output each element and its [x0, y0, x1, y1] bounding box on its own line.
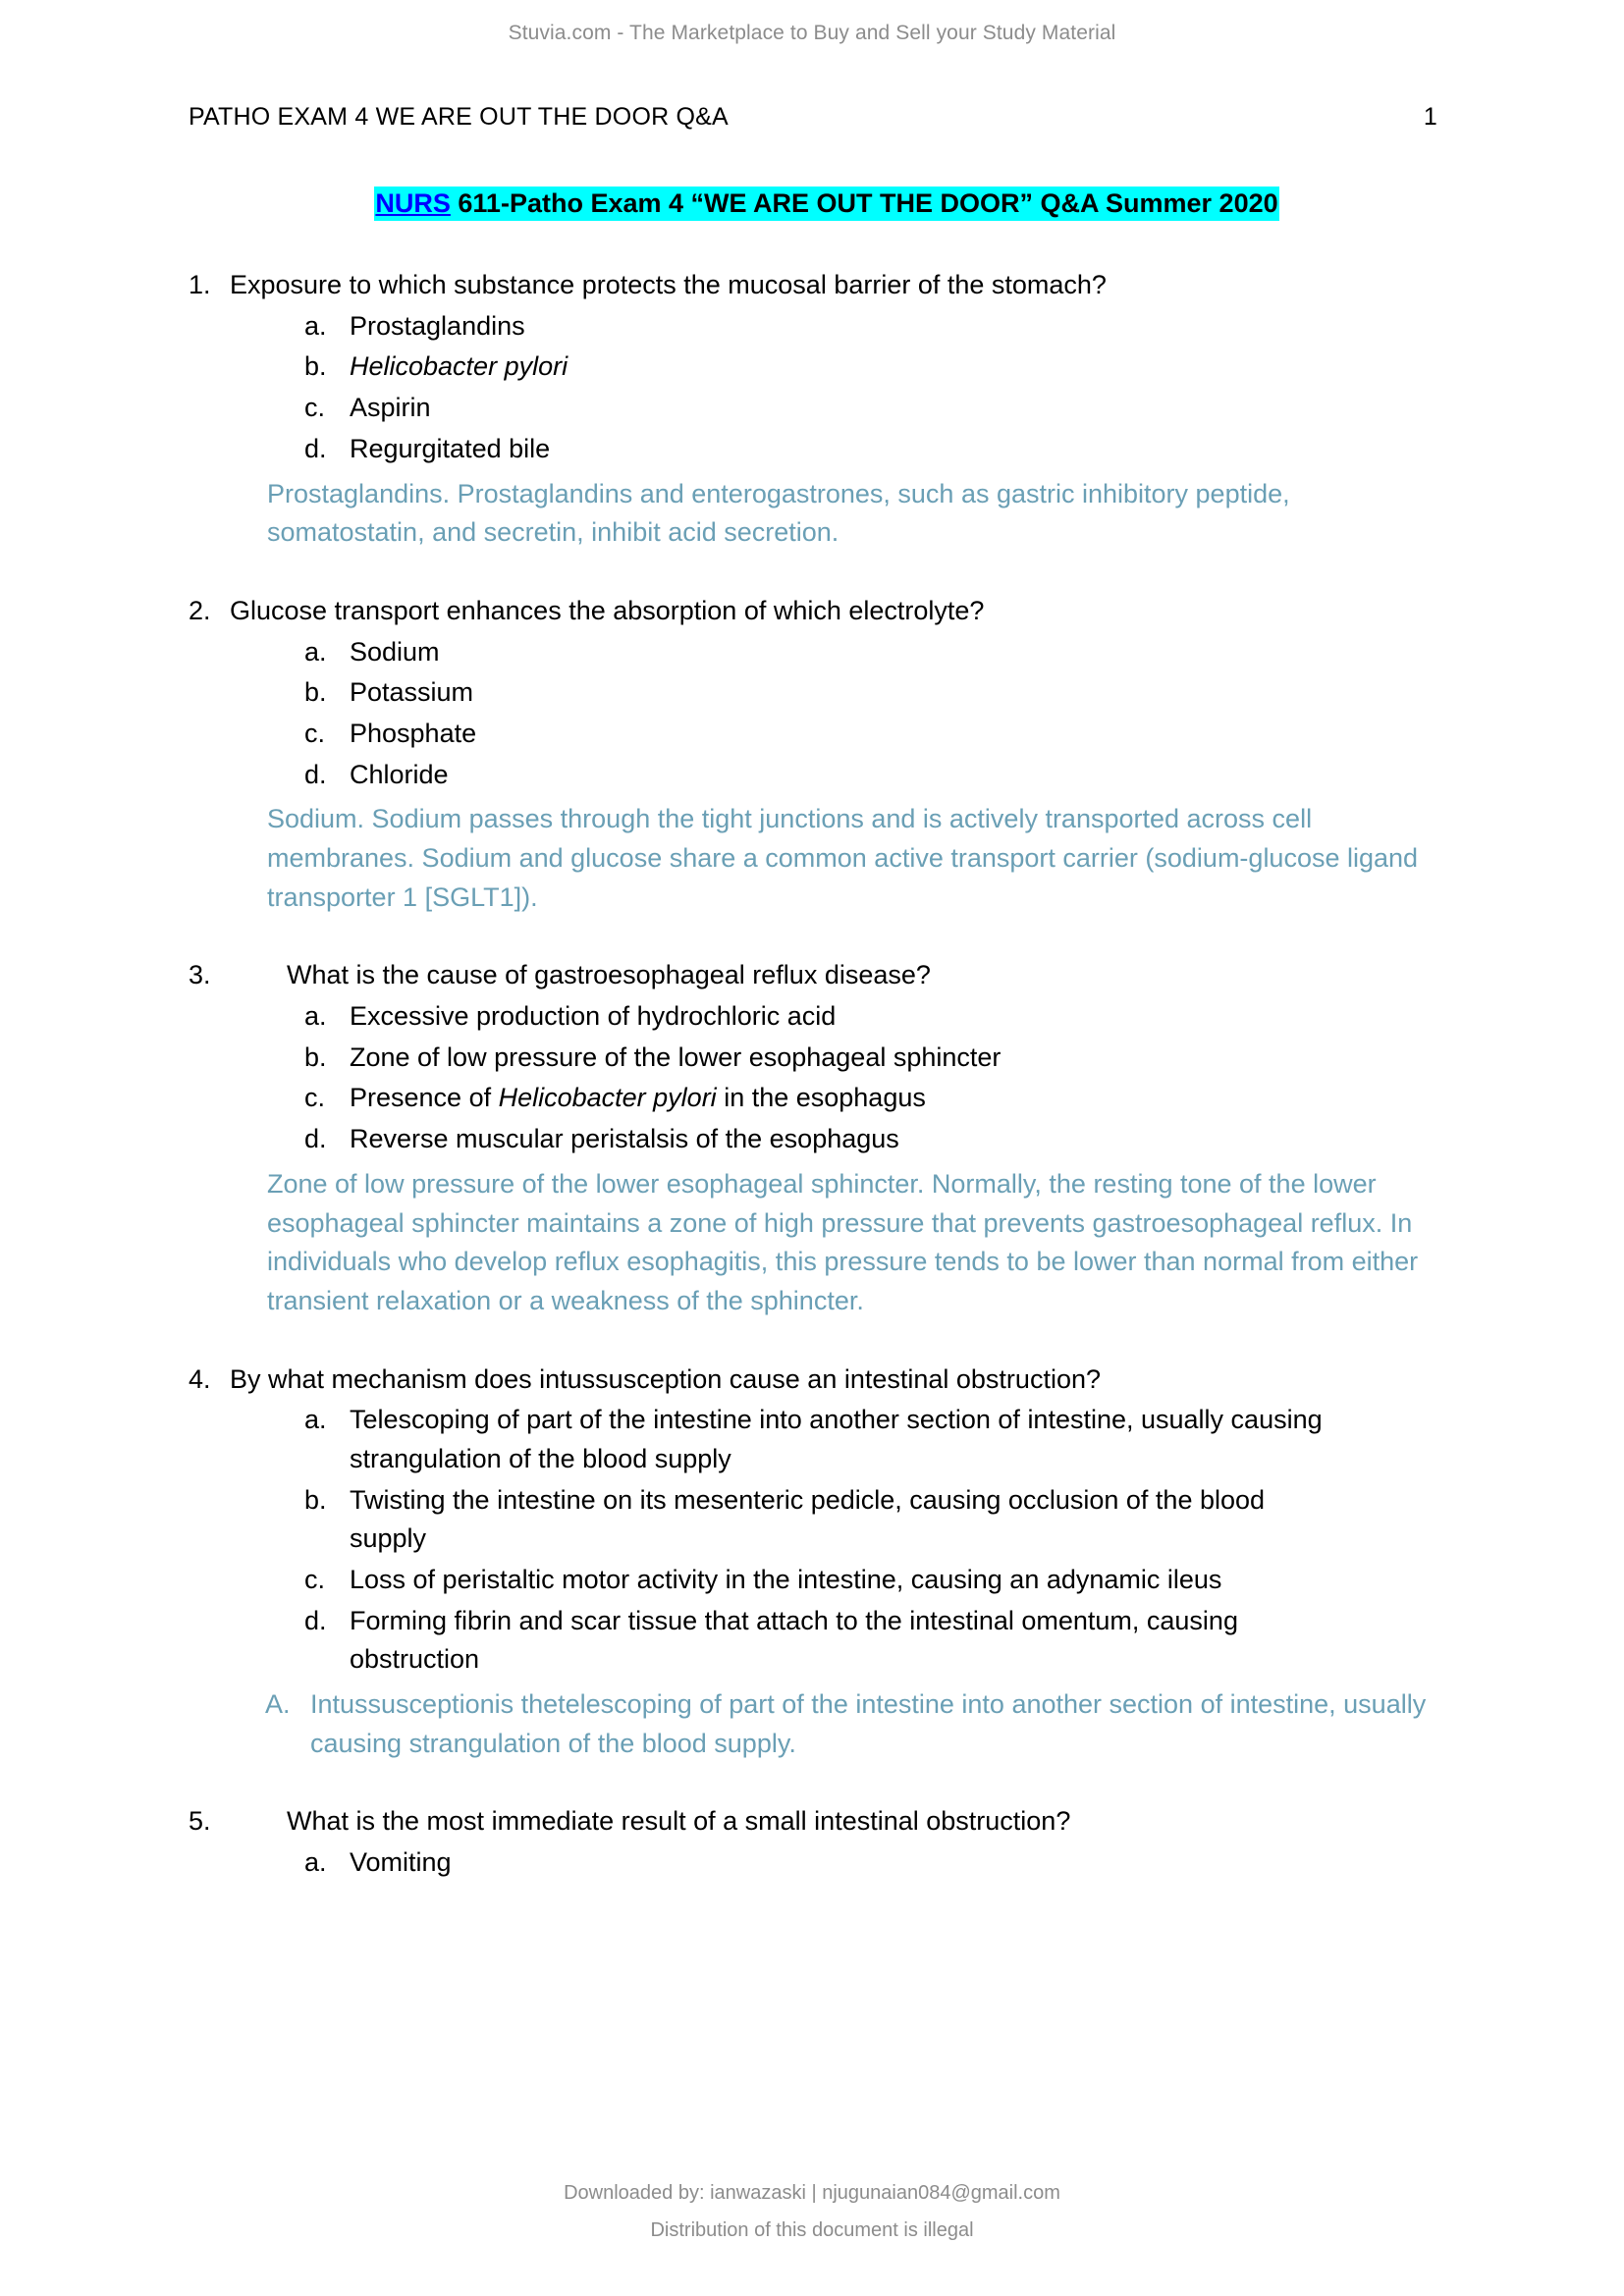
option-text: Regurgitated bile: [350, 433, 551, 463]
title-rest: 611-Patho Exam 4 “WE ARE OUT THE DOOR” Q&A Summer 2020: [450, 188, 1278, 218]
option-row[interactable]: [189, 430, 1465, 469]
option-text: Prostaglandins: [350, 310, 525, 341]
option-row[interactable]: [189, 1039, 1465, 1078]
option-row[interactable]: [189, 1481, 1465, 1559]
footer-distribution-notice: Distribution of this document is illegal: [650, 2219, 974, 2241]
option-text: Phosphate: [350, 718, 477, 748]
option-text: Excessive production of hydrochloric acid: [350, 1001, 837, 1032]
document-title: [189, 187, 1465, 221]
question-line: [189, 1361, 1465, 1400]
option-row[interactable]: [189, 1602, 1465, 1680]
question-number: 1.: [189, 270, 211, 300]
answer-options: [189, 633, 1465, 795]
option-row[interactable]: [189, 673, 1465, 713]
question-number: 3.: [189, 960, 211, 990]
answer-options: [189, 1843, 1465, 1883]
option-marker: c.: [304, 718, 326, 748]
option-marker: a.: [304, 1405, 327, 1435]
option-marker: b.: [304, 1484, 327, 1515]
option-text: Sodium: [350, 636, 440, 667]
question-block: [189, 266, 1465, 553]
question-number: 4.: [189, 1363, 211, 1394]
answer-options: [189, 1401, 1465, 1680]
option-marker: d.: [304, 759, 327, 789]
question-block: [189, 956, 1465, 1320]
option-row[interactable]: [189, 715, 1465, 754]
page-number: 1: [1423, 103, 1437, 131]
answer-explanation: Prostaglandins. Prostaglandins and enterogastrones, such as gastric inhibitory peptide, somatostatin, and secretin, inhibit acid secretion.: [267, 478, 1290, 548]
option-marker: a.: [304, 310, 327, 341]
option-text: Helicobacter pylori: [350, 351, 568, 382]
option-text: Potassium: [350, 677, 474, 708]
running-head: [189, 103, 1437, 132]
question-line: [189, 1802, 1465, 1842]
option-marker: c.: [304, 393, 326, 423]
answer-marker: A.: [265, 1689, 291, 1720]
option-row[interactable]: [189, 1120, 1465, 1159]
option-marker: b.: [304, 1041, 327, 1072]
question-number: 2.: [189, 595, 211, 625]
option-marker: d.: [304, 1605, 327, 1635]
question-line: [189, 592, 1465, 631]
question-line: [189, 266, 1465, 305]
option-text: Vomiting: [350, 1847, 452, 1878]
option-row[interactable]: [189, 1843, 1465, 1883]
question-text: Exposure to which substance protects the mucosal barrier of the stomach?: [230, 270, 1107, 300]
option-row[interactable]: [189, 347, 1465, 387]
option-marker: c.: [304, 1083, 326, 1113]
option-text: Twisting the intestine on its mesenteric pedicle, causing occlusion of the blood supply: [350, 1484, 1266, 1554]
option-row[interactable]: [189, 633, 1465, 672]
option-marker: d.: [304, 1124, 327, 1154]
option-row[interactable]: [189, 997, 1465, 1037]
option-row[interactable]: [189, 756, 1465, 795]
option-marker: a.: [304, 636, 327, 667]
option-row[interactable]: [189, 389, 1465, 428]
option-text: Reverse muscular peristalsis of the esophagus: [350, 1124, 899, 1154]
answer-options: [189, 307, 1465, 469]
question-number: 5.: [189, 1806, 211, 1837]
option-row[interactable]: [189, 1079, 1465, 1118]
answer-explanation: [265, 1685, 1465, 1763]
title-highlight: [374, 187, 1278, 221]
option-marker: a.: [304, 1001, 327, 1032]
question-text: What is the cause of gastroesophageal reflux disease?: [287, 960, 931, 990]
option-marker: b.: [304, 677, 327, 708]
running-head-title: PATHO EXAM 4 WE ARE OUT THE DOOR Q&A: [189, 103, 729, 131]
question-block: [189, 592, 1465, 918]
option-text-italic-span: Helicobacter pylori: [498, 1083, 717, 1113]
option-row[interactable]: [189, 1561, 1465, 1600]
option-text: Loss of peristaltic motor activity in the intestine, causing an adynamic ileus: [350, 1565, 1222, 1595]
question-line: [189, 956, 1465, 995]
option-text: Aspirin: [350, 393, 431, 423]
answer-explanation: Zone of low pressure of the lower esophageal sphincter. Normally, the resting tone of the lower esophageal sphincter maintains a zone of high pressure that prevents gastroesophageal reflux. In individuals who develop reflux esophagitis, this pressure tends to be lower than normal from either transient relaxation or a weakness of the sphincter.: [267, 1168, 1419, 1315]
question-text: By what mechanism does intussusception cause an intestinal obstruction?: [230, 1363, 1101, 1394]
document-body: [189, 187, 1465, 1922]
document-footer: [0, 2174, 1624, 2249]
answer-options: [189, 997, 1465, 1159]
option-marker: a.: [304, 1847, 327, 1878]
footer-downloaded-by: Downloaded by: ianwazaski | njugunaian084@gmail.com: [564, 2182, 1060, 2204]
answer-text: Intussusceptionis thetelescoping of part of the intestine into another section of intestine, usually causing strangulation of the blood supply.: [310, 1689, 1427, 1758]
option-text: Zone of low pressure of the lower esophageal sphincter: [350, 1041, 1001, 1072]
answer-explanation: Sodium. Sodium passes through the tight junctions and is actively transported across cell membranes. Sodium and glucose share a common active transport carrier (sodium-glucose ligand transporter 1 [SGLT1]).: [267, 804, 1419, 912]
option-row[interactable]: [189, 307, 1465, 347]
stuvia-watermark-banner: Stuvia.com - The Marketplace to Buy and Sell your Study Material: [508, 22, 1116, 44]
option-row[interactable]: [189, 1401, 1465, 1478]
question-text: What is the most immediate result of a small intestinal obstruction?: [287, 1806, 1071, 1837]
questions-list: [189, 266, 1465, 1883]
option-marker: b.: [304, 351, 327, 382]
question-block: [189, 1361, 1465, 1764]
question-text: Glucose transport enhances the absorption of which electrolyte?: [230, 595, 985, 625]
question-block: [189, 1802, 1465, 1882]
option-marker: d.: [304, 433, 327, 463]
option-text: Telescoping of part of the intestine into another section of intestine, usually causing strangulation of the blood supply: [350, 1405, 1323, 1473]
option-text: Chloride: [350, 759, 449, 789]
option-text: Forming fibrin and scar tissue that attach to the intestinal omentum, causing obstruction: [350, 1605, 1238, 1675]
nurs-link[interactable]: NURS: [375, 188, 451, 218]
option-marker: c.: [304, 1565, 326, 1595]
option-text: Presence of Helicobacter pylori in the esophagus: [350, 1083, 926, 1113]
